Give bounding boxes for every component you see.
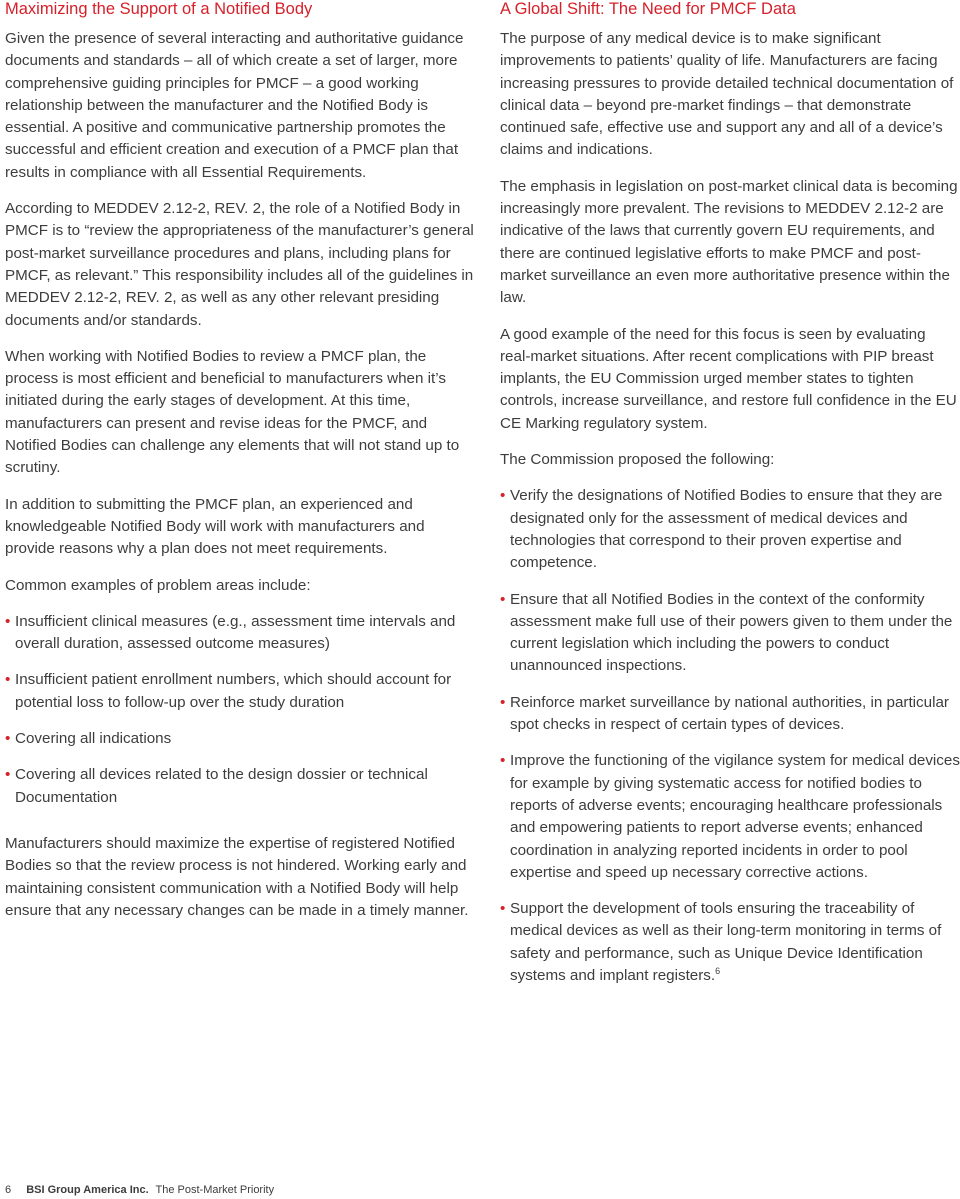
bullet-icon: •	[5, 730, 11, 748]
list-item	[500, 750, 960, 884]
list-item	[5, 764, 477, 809]
right-column	[500, 0, 960, 987]
page-number: 6	[5, 1184, 12, 1196]
problem-areas-list	[5, 611, 477, 809]
bullet-icon: •	[500, 693, 506, 711]
paragraph: A good example of the need for this focus is seen by evaluating real-market situations. After recent complications with PIP breast implants, the EU Commission urged member states to tighten controls, increase surveillance, and restore full confidence in the EU CE Marking regulatory system.	[500, 325, 957, 432]
company-name: BSI Group America Inc.	[26, 1184, 149, 1196]
footnote-marker: 6	[715, 965, 721, 976]
list-item	[500, 485, 960, 574]
bullet-icon: •	[5, 671, 11, 689]
section-heading-notified-body: Maximizing the Support of a Notified Body	[5, 0, 313, 18]
paragraph: The emphasis in legislation on post-market clinical data is becoming increasingly more prevalent. The revisions to MEDDEV 2.12-2 are indicative of the laws that currently govern EU requirements, and there are continued legislative efforts to make PMCF and post-market surveillance an even more authoritative presence within the law.	[500, 177, 958, 307]
bullet-icon: •	[500, 487, 506, 505]
list-item-text: Insufficient patient enrollment numbers, which should account for potential loss to follow-up over the study duration	[15, 671, 452, 711]
commission-proposals-list	[500, 485, 960, 987]
paragraph: Manufacturers should maximize the expertise of registered Notified Bodies so that the review process is not hindered. Working early and maintaining consistent communication with a Notified Body will help ensure that any necessary changes can be made in a timely manner.	[5, 834, 469, 919]
list-item-text: Reinforce market surveillance by national authorities, in particular spot checks in respect of certain types of devices.	[510, 693, 949, 734]
bullet-icon: •	[5, 766, 11, 784]
list-item-text: Ensure that all Notified Bodies in the context of the conformity assessment make full use of their powers given to them under the current legislation which including the powers to conduct unannounced inspections.	[510, 590, 953, 675]
section-heading-global-shift: A Global Shift: The Need for PMCF Data	[500, 0, 796, 18]
document-title: The Post-Market Priority	[155, 1184, 275, 1196]
list-item	[5, 728, 477, 750]
paragraph: In addition to submitting the PMCF plan, an experienced and knowledgeable Notified Body will work with manufacturers and provide reasons why a plan does not meet requirements.	[5, 495, 425, 558]
paragraph: The purpose of any medical device is to make significant improvements to patients’ quality of life. Manufacturers are facing increasing pressures to provide detailed technical documentation of clinical data – beyond pre-market findings – that demonstrate continued safe, effective use and support any and all of a device’s claims and indications.	[500, 30, 954, 159]
list-item-text: Insufficient clinical measures (e.g., assessment time intervals and overall duration, assessed outcome measures)	[15, 612, 456, 653]
page-footer	[5, 1184, 274, 1196]
bullet-icon: •	[500, 590, 506, 608]
list-item	[500, 898, 960, 987]
paragraph: According to MEDDEV 2.12-2, REV. 2, the role of a Notified Body in PMCF is to “review the appropriateness of the manufacturer’s general post-market surveillance procedures and plans, including plans for PMCF, as relevant.” This responsibility includes all of the guidelines in MEDDEV 2.12-2, REV. 2, as well as any other relevant presiding documents and/or standards.	[5, 200, 474, 329]
list-item-text: Covering all indications	[15, 730, 172, 748]
list-item	[500, 692, 960, 737]
bullet-icon: •	[5, 612, 11, 630]
paragraph: Given the presence of several interacting and authoritative guidance documents and standards – all of which create a set of larger, more comprehensive guiding principles for PMCF – a good working relationship between the manufacturer and the Notified Body is essential. A positive and communicative partnership promotes the successful and efficient creation and execution of a PMCF plan that results in compliance with all Essential Requirements.	[5, 30, 464, 181]
bullet-icon: •	[500, 752, 506, 770]
list-item-text: Improve the functioning of the vigilance system for medical devices for example by giving systematic access for notified bodies to reports of adverse events; encouraging healthcare professionals and empowering patients to report adverse events; enhanced coordination in analyzing reported incidents in order to pool expertise and speed up necessary corrective actions.	[510, 752, 960, 881]
list-item-text: Support the development of tools ensuring the traceability of medical devices as well as their long-term monitoring in terms of safety and performance, such as Unique Device Identification systems and implant registers.	[510, 900, 942, 984]
list-item	[5, 611, 477, 656]
bullet-icon: •	[500, 900, 506, 918]
list-item	[500, 589, 960, 678]
list-item	[5, 669, 477, 714]
left-column	[5, 0, 477, 922]
list-item-text: Covering all devices related to the design dossier or technical Documentation	[15, 766, 428, 806]
list-item-text: Verify the designations of Notified Bodies to ensure that they are designated only for the assessment of medical devices and technologies that correspond to their proven expertise and competence.	[510, 487, 943, 572]
paragraph: The Commission proposed the following:	[500, 451, 775, 469]
paragraph: Common examples of problem areas include:	[5, 576, 311, 594]
paragraph: When working with Notified Bodies to review a PMCF plan, the process is most efficient and beneficial to manufacturers when it’s initiated during the early stages of development. At this time, manufacturers can present and revise ideas for the PMCF, and Notified Bodies can challenge any elements that will not stand up to scrutiny.	[5, 347, 460, 477]
